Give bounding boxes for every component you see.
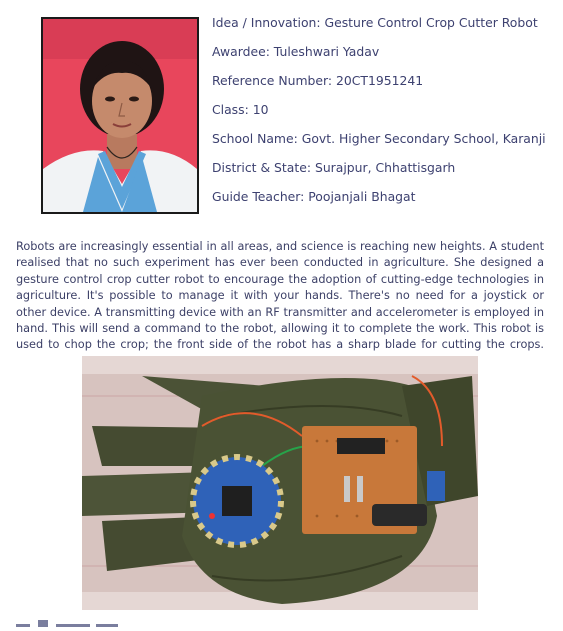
glove-device-photo-icon <box>82 356 478 610</box>
awardee-name: Awardee: Tuleshwari Yadav <box>212 44 380 59</box>
reference-number: Reference Number: 20CT1951241 <box>212 73 424 88</box>
device-photo <box>82 356 478 610</box>
next-section-fragment <box>16 618 136 631</box>
cut-off-text-icon <box>16 618 136 628</box>
district-state: District & State: Surajpur, Chhattisgarh <box>212 160 456 175</box>
class: Class: 10 <box>212 102 269 117</box>
portrait-photo-icon <box>43 19 197 212</box>
guide-teacher: Guide Teacher: Poojanjali Bhagat <box>212 189 416 204</box>
project-description: Robots are increasingly essential in all areas, and science is reaching new heights. A student realised that no such experiment has ever been conducted in agriculture. She designed a gesture control crop cutter robot to encourage the adoption of cutting-edge technologies in agriculture. It's possible to manage it with your hands. There's no need for a joystick or other device. A transmitting device with an RF transmitter and accelerometer is employed in hand. This will send a command to the robot, allowing it to complete the work. This robot is used to chop the crop; the front side of the robot has a sharp blade for cutting the crops. <box>16 240 544 352</box>
idea-innovation: Idea / Innovation: Gesture Control Crop Cutter Robot <box>212 15 538 30</box>
school-name: School Name: Govt. Higher Secondary School, Karanji <box>212 131 546 146</box>
awardee-portrait <box>41 17 199 214</box>
